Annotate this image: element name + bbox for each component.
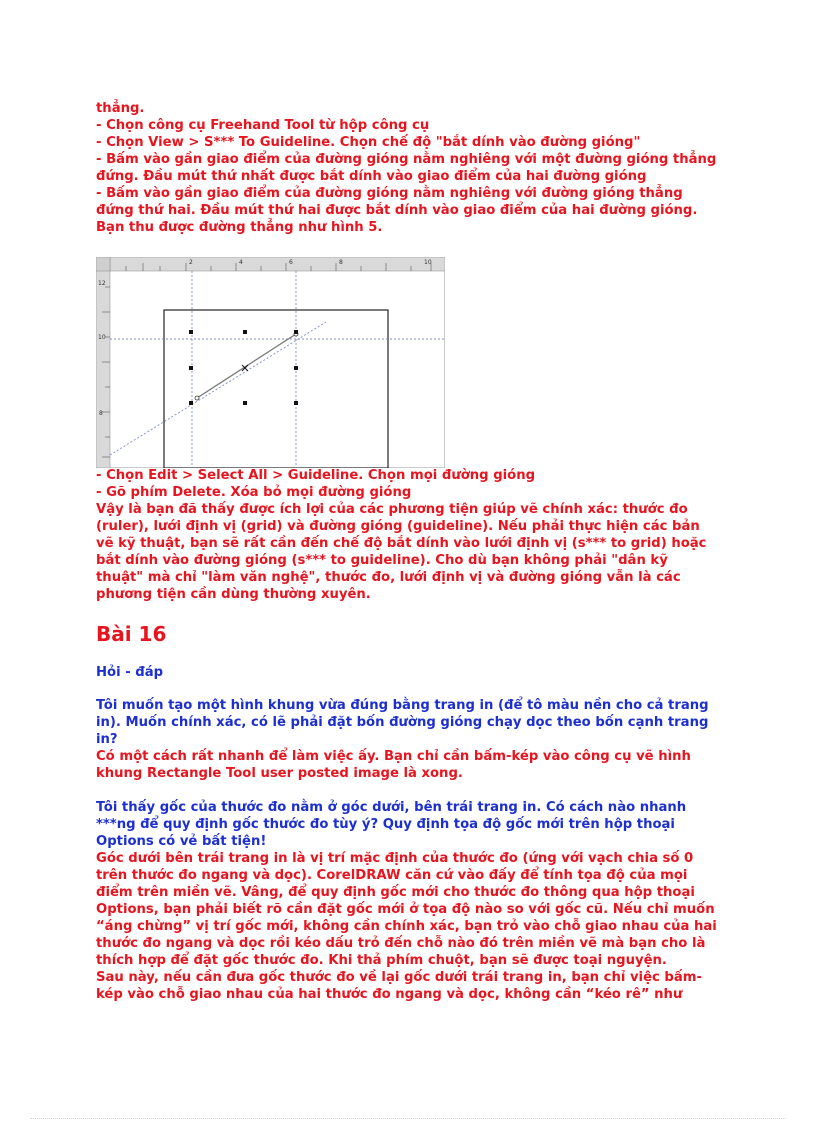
question-2	[96, 799, 726, 850]
text-line: bắt dính vào đường gióng (s*** to guideline). Cho dù bạn không phải "dân kỹ	[96, 553, 668, 568]
subheading	[96, 664, 726, 681]
text-line: Góc dưới bên trái trang in là vị trí mặc định của thước đo (ứng với vạch chia số 0	[96, 851, 694, 866]
text-line: đứng. Đầu mút thứ nhất được bắt dính vào giao điểm của hai đường gióng	[96, 169, 647, 184]
text-line: trên thước đo ngang và dọc). CorelDRAW căn cứ vào đấy để tính tọa độ của mọi	[96, 868, 688, 883]
text-line: - Bấm vào gần giao điểm của đường gióng nằm nghiêng với một đường gióng thẳng	[96, 152, 717, 167]
text-line: ***ng để quy định gốc thước đo tùy ý? Quy định tọa độ gốc mới trên hộp thoại	[96, 817, 675, 832]
text-line: - Gõ phím Delete. Xóa bỏ mọi đường gióng	[96, 485, 412, 500]
ruler-label: 4	[239, 259, 243, 266]
text-line: thước đo ngang và dọc rồi kéo dấu trỏ đến chỗ nào đó trên miền vẽ mà bạn cho là	[96, 936, 706, 951]
section-2-text	[96, 467, 726, 603]
line-endpoint	[195, 396, 199, 400]
text-line: “áng chừng” vị trí gốc mới, không cần chính xác, bạn trỏ vào chỗ giao nhau của hai	[96, 919, 717, 934]
text-line: in?	[96, 732, 118, 747]
figure-5-guideline-screenshot	[96, 257, 445, 468]
text-line: Tôi muốn tạo một hình khung vừa đúng bằng trang in (để tô màu nền cho cả trang	[96, 698, 709, 713]
text-line: Vậy là bạn đã thấy được ích lợi của các phương tiện giúp vẽ chính xác: thước đo	[96, 502, 688, 517]
text-line: - Chọn Edit > Select All > Guideline. Chọn mọi đường gióng	[96, 468, 536, 483]
text-line: Options, bạn phải biết rõ cần đặt gốc mới ở tọa độ nào so với gốc cũ. Nếu chỉ muốn	[96, 902, 715, 917]
text-line: - Chọn View > S*** To Guideline. Chọn chế độ "bắt dính vào đường gióng"	[96, 135, 641, 150]
top-ruler	[96, 257, 445, 271]
text-line: Có một cách rất nhanh để làm việc ấy. Bạn chỉ cần bấm-kép vào công cụ vẽ hình	[96, 749, 691, 764]
text-line: phương tiện cần dùng thường xuyên.	[96, 587, 371, 602]
section-1-text	[96, 100, 726, 236]
question-1	[96, 697, 726, 748]
text-line: đứng thứ hai. Đầu mút thứ hai được bắt dính vào giao điểm của hai đường gióng.	[96, 203, 698, 218]
text-line: thích hợp để đặt gốc thước đo. Khi thả phím chuột, bạn sẽ được toại nguyện.	[96, 953, 667, 968]
text-line: khung Rectangle Tool user posted image là xong.	[96, 766, 463, 781]
text-line: (ruler), lưới định vị (grid) và đường gióng (guideline). Nếu phải thực hiện các bản	[96, 519, 700, 534]
answer-1	[96, 748, 726, 782]
ruler-label: 10	[424, 259, 432, 266]
text-line: thuật" mà chỉ "làm văn nghệ", thước đo, lưới định vị và đường gióng vẫn là các	[96, 570, 681, 585]
text-line: kép vào chỗ giao nhau của hai thước đo ngang và dọc, không cần “kéo rê” như	[96, 987, 683, 1002]
left-ruler	[96, 257, 110, 468]
text-line: in). Muốn chính xác, có lẽ phải đặt bốn đường gióng chạy dọc theo bốn cạnh trang	[96, 715, 709, 730]
text-line: vẽ kỹ thuật, bạn sẽ rất cần đến chế độ bắt dính vào lưới định vị (s*** to grid) hoặc	[96, 536, 707, 551]
text-line: Bạn thu được đường thẳng như hình 5.	[96, 220, 383, 235]
answer-2	[96, 850, 726, 1003]
ruler-label: 6	[289, 259, 293, 266]
text-line: Options có vẻ bất tiện!	[96, 834, 267, 849]
lesson-heading: Bài 16	[96, 622, 167, 646]
ruler-label: 12	[98, 280, 106, 287]
text-line: điểm trên miền vẽ. Vâng, để quy định gốc mới cho thước đo thông qua hộp thoại	[96, 885, 695, 900]
text-line: thẳng.	[96, 101, 145, 116]
text-line: Tôi thấy gốc của thước đo nằm ở góc dưới, bên trái trang in. Có cách nào nhanh	[96, 800, 687, 815]
ruler-label: 10	[98, 334, 106, 341]
text-line: Sau này, nếu cần đưa gốc thước đo về lại gốc dưới trái trang in, bạn chỉ việc bấm-	[96, 970, 702, 985]
subheading-text: Hỏi - đáp	[96, 665, 164, 680]
ruler-label: 8	[99, 410, 103, 417]
text-line: - Chọn công cụ Freehand Tool từ hộp công cụ	[96, 118, 430, 133]
ruler-label: 8	[339, 259, 343, 266]
ruler-origin-corner	[96, 257, 110, 271]
text-line: - Bấm vào gần giao điểm của đường gióng nằm nghiêng với đường gióng thẳng	[96, 186, 683, 201]
page-footer-rule	[30, 1118, 786, 1119]
ruler-label: 2	[189, 259, 193, 266]
